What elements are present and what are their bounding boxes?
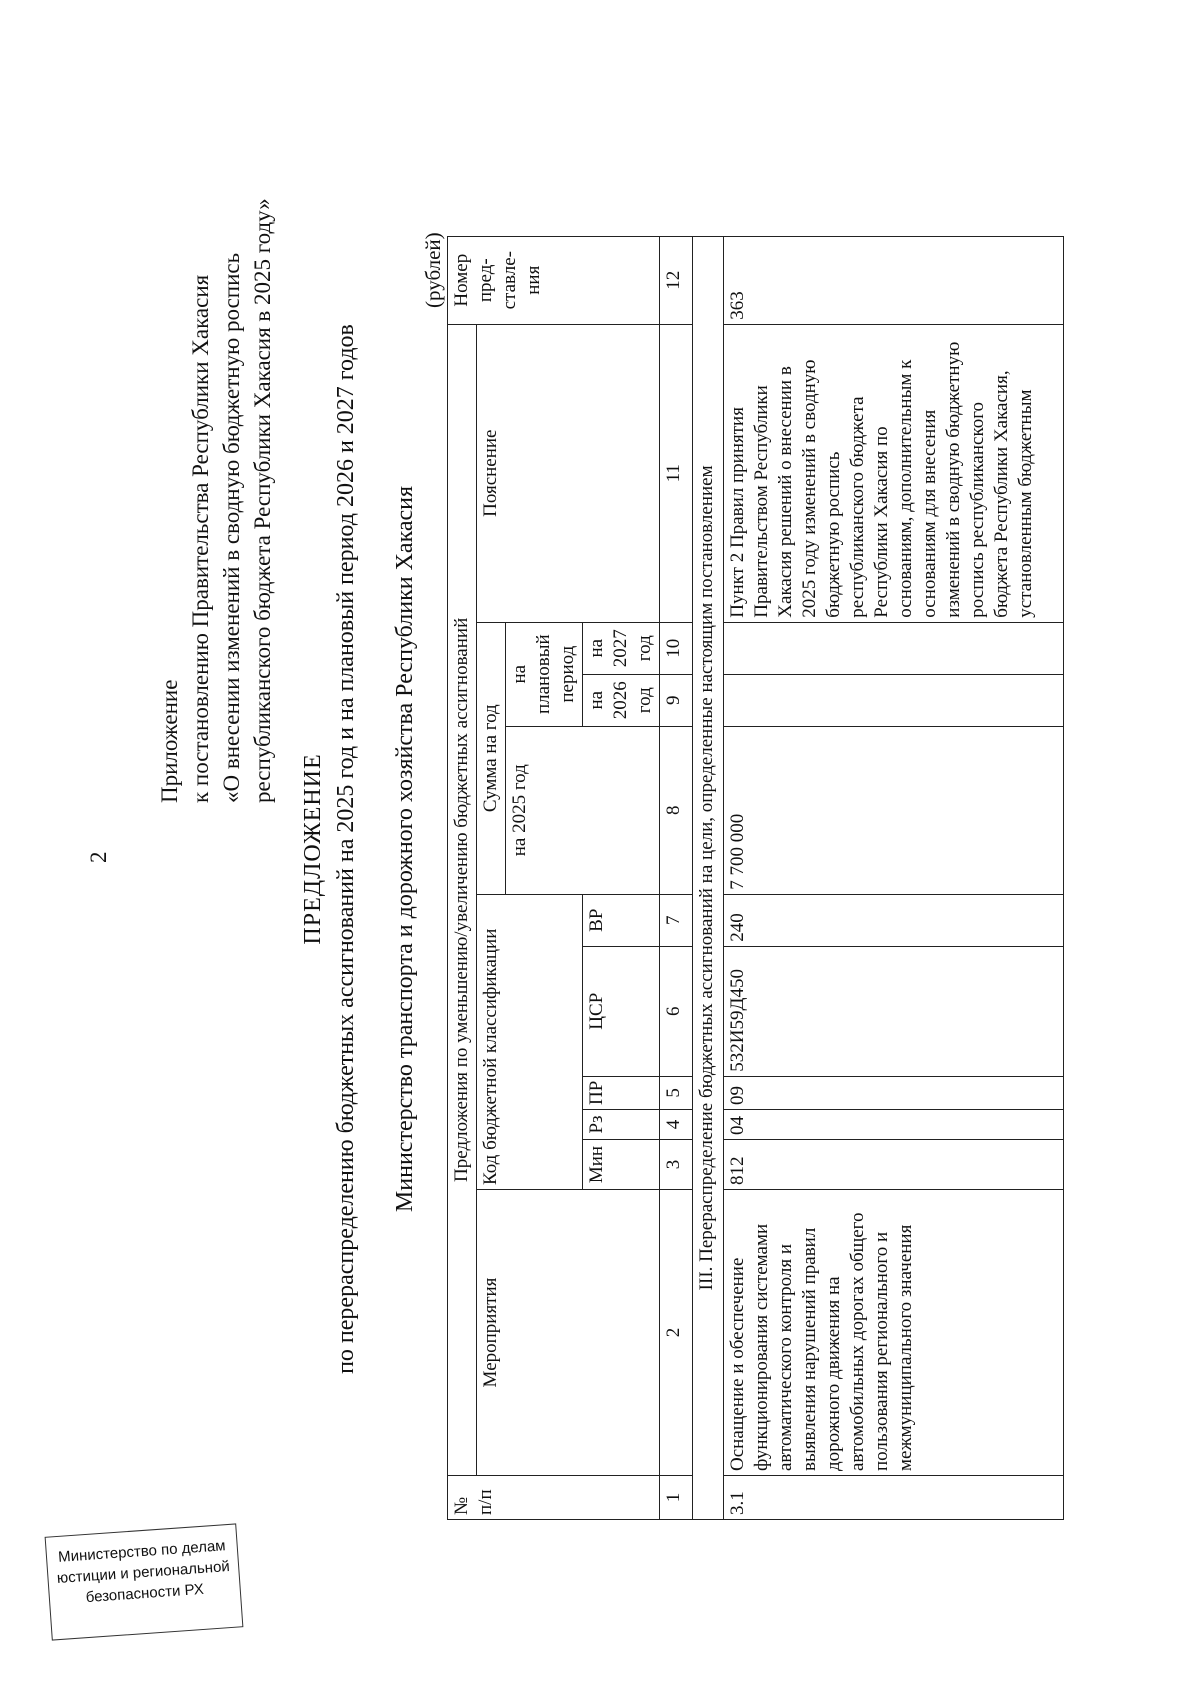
col-number: 4: [660, 1110, 693, 1140]
appendix-line-3: «О внесении изменений в сводную бюджетную роспись: [219, 252, 244, 803]
row-csr: 532И59Д450: [724, 946, 1064, 1076]
document-title: ПРЕДЛОЖЕНИЕ: [300, 753, 326, 945]
header-proposals: Предложения по уменьшению/увеличению бюджетных ассигнований: [448, 324, 477, 1475]
section-heading: III. Перераспределение бюджетных ассигнований на цели, определенные настоящим постановлением: [693, 236, 724, 1519]
col-number: 9: [660, 674, 693, 726]
col-number: 6: [660, 946, 693, 1076]
appendix-header: [154, 198, 278, 803]
stamp-line-2: юстиции и региональной: [56, 1558, 231, 1588]
header-sum-2025: на 2025 год: [506, 726, 660, 894]
col-number: 8: [660, 726, 693, 894]
header-vr: ВР: [583, 894, 660, 946]
row-min: 812: [724, 1140, 1064, 1190]
header-sum-2027: на 2027 год: [583, 622, 660, 674]
row-activity: Оснащение и обеспечение функционирования системами автоматического контроля и выявления нарушений правил дорожного движения на автомобильных дорогах общего пользования регионального и межмуниципального значения: [724, 1190, 1064, 1476]
row-explanation: Пункт 2 Правил принятия Правительством Республики Хакасия решений о внесении в 2025 году изменений в сводную бюджетную роспись республиканского бюджета Республики Хакасия по основаниям, дополнительным к основаниям для внесения изменений в сводную бюджетную роспись республиканского бюджета Республики Хакасия, установленным бюджетным: [724, 324, 1064, 622]
table-row: [724, 236, 1064, 1519]
col-number: 11: [660, 324, 693, 622]
row-vr: 240: [724, 894, 1064, 946]
col-number: 1: [660, 1476, 693, 1520]
header-budget-code: Код бюджетной классификации: [477, 894, 583, 1189]
stamp-line-3: безопасности РХ: [85, 1580, 205, 1607]
budget-table: [447, 236, 1064, 1520]
row-pr: 09: [724, 1076, 1064, 1109]
page-number: 2: [86, 851, 111, 863]
row-rz: 04: [724, 1110, 1064, 1140]
appendix-line-4: республиканского бюджета Республики Хакасия в 2025 году»: [250, 198, 275, 803]
col-number: 7: [660, 894, 693, 946]
col-number: 3: [660, 1140, 693, 1190]
row-sum-2027: [724, 622, 1064, 674]
header-sum: Сумма на год: [477, 622, 506, 894]
header-sum-2026: на 2026 год: [583, 674, 660, 726]
registration-stamp: [45, 1523, 244, 1640]
col-number: 12: [660, 236, 693, 324]
header-plan-period: на плановый период: [506, 622, 583, 726]
ministry-name: Министерство транспорта и дорожного хозяйства Республики Хакасия: [392, 485, 418, 1213]
appendix-line-2: к постановлению Правительства Республики Хакасия: [188, 274, 213, 803]
header-pr: ПР: [583, 1076, 660, 1109]
appendix-line-1: Приложение: [157, 679, 182, 803]
header-min: Мин: [583, 1140, 660, 1190]
row-sum-2026: [724, 674, 1064, 726]
header-csr: ЦСР: [583, 946, 660, 1076]
row-sum-2025: 7 700 000: [724, 726, 1064, 894]
col-number: 10: [660, 622, 693, 674]
col-number: 5: [660, 1076, 693, 1109]
column-numbers-row: [660, 236, 693, 1519]
col-number: 2: [660, 1190, 693, 1476]
document-subtitle: по перераспределению бюджетных ассигнований на 2025 год и на плановый период 2026 и 2027 годов: [333, 324, 359, 1374]
header-no: № п/п: [448, 1476, 660, 1520]
stamp-line-1: Министерство по делам: [57, 1537, 227, 1566]
header-representation-number: Номер пред-ставле-ния: [448, 236, 660, 324]
header-rz: Рз: [583, 1110, 660, 1140]
row-number: 3.1: [724, 1476, 1064, 1520]
header-activity: Мероприятия: [477, 1190, 660, 1476]
row-representation-number: 363: [724, 236, 1064, 324]
header-explanation: Пояснение: [477, 324, 660, 622]
units-label: (рублей): [421, 232, 445, 308]
